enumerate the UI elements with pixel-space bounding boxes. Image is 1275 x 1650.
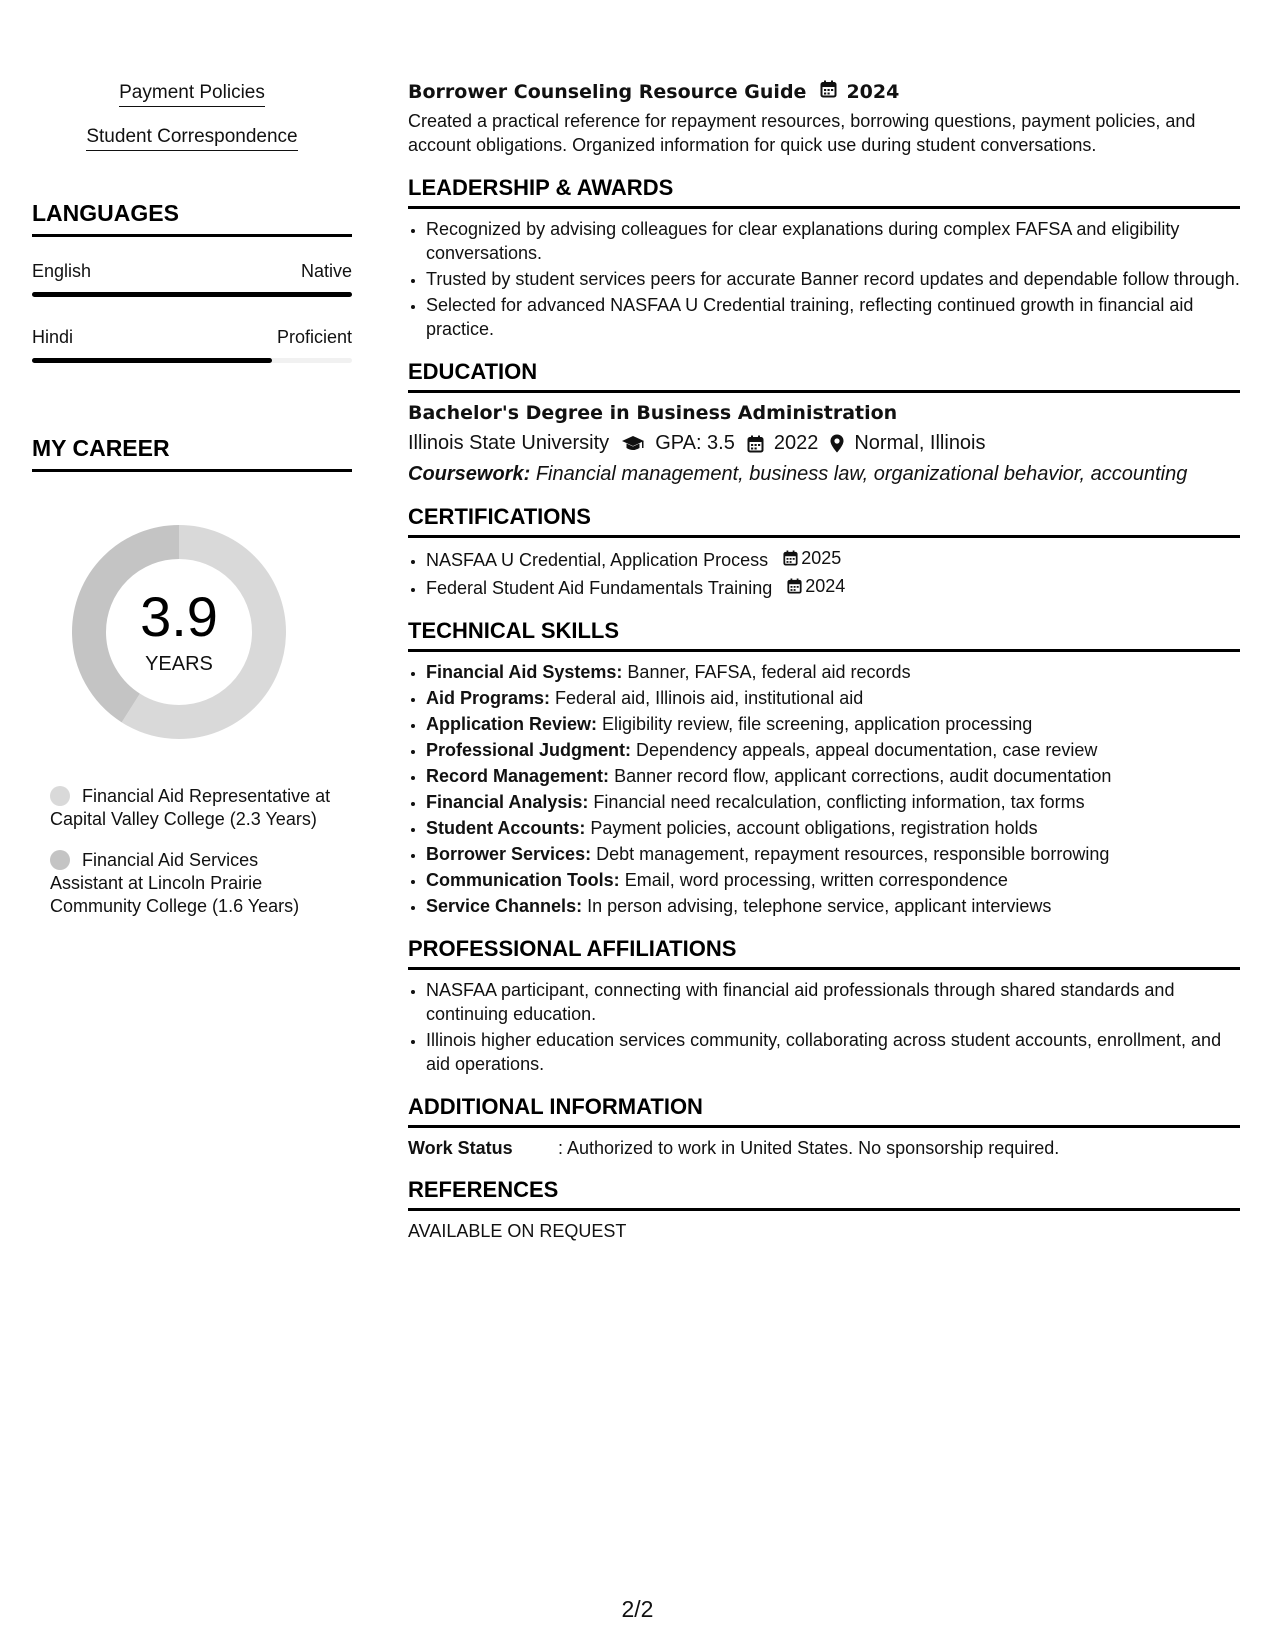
affiliations-list (408, 978, 1240, 1076)
graduation-cap-icon (621, 435, 645, 453)
leadership-heading: LEADERSHIP & AWARDS (408, 175, 1240, 209)
sidebar (32, 82, 352, 918)
language-level: Native (300, 261, 352, 281)
skill-label: Financial Analysis: (426, 792, 589, 812)
work-status-label: Work Status (408, 1138, 513, 1158)
skill-value: Dependency appeals, appeal documentation, case review (636, 740, 1098, 760)
career-legend-dot (50, 850, 70, 870)
affiliations-heading: PROFESSIONAL AFFILIATIONS (408, 936, 1240, 970)
skill-value: Email, word processing, written correspondence (624, 870, 1008, 890)
skill-value: Federal aid, Illinois aid, institutional aid (555, 688, 864, 708)
leadership-item: • Recognized by advising colleagues for clear explanations during complex FAFSA and eligibility conversations. (426, 217, 1240, 265)
project-year: 2024 (846, 80, 900, 103)
skill-value: Banner, FAFSA, federal aid records (627, 662, 911, 682)
language-proficiency-bar (32, 292, 352, 297)
calendar-icon (783, 550, 798, 566)
page-number: 2/2 (621, 1596, 654, 1622)
skill-item (426, 868, 1240, 892)
skill-label: Record Management: (426, 766, 610, 786)
education-heading: EDUCATION (408, 359, 1240, 393)
career-donut-chart (64, 517, 294, 747)
career-item (50, 849, 334, 918)
coursework-text: Financial management, business law, organizational behavior, accounting (535, 463, 1188, 485)
skill-value: In person advising, telephone service, applicant interviews (587, 896, 1052, 916)
certifications-list (408, 546, 1240, 600)
skill-label: Borrower Services: (426, 844, 592, 864)
language-name: Hindi (32, 327, 74, 347)
career-item (50, 785, 334, 831)
education-coursework (408, 463, 1240, 486)
language-name: English (32, 261, 92, 281)
skill-value: Debt management, repayment resources, responsible borrowing (596, 844, 1110, 864)
affiliation-item: • Illinois higher education services community, collaborating across student accounts, enrollment, and aid operations. (426, 1028, 1240, 1076)
certification-year: 2025 (801, 548, 842, 568)
career-total-unit: YEARS (145, 652, 213, 675)
project-description: Created a practical reference for repayment resources, borrowing questions, payment policies, and account obligations. Organized information for quick use during student conversations. (408, 111, 1196, 155)
references-heading: REFERENCES (408, 1177, 1240, 1211)
skill-value: Eligibility review, file screening, application processing (602, 714, 1033, 734)
additional-info-heading: ADDITIONAL INFORMATION (408, 1094, 1240, 1128)
skill-label: Student Accounts: (426, 818, 586, 838)
skill-value: Banner record flow, applicant corrections, audit documentation (614, 766, 1112, 786)
skill-item (426, 712, 1240, 736)
certification-year: 2024 (805, 576, 846, 596)
skill-item (426, 790, 1240, 814)
career-item-text: Financial Aid Representative at Capital Valley College (2.3 Years) (50, 786, 331, 829)
main-content (408, 80, 1240, 1242)
language-proficiency-fill (32, 292, 352, 297)
skill-label: Aid Programs: (426, 688, 551, 708)
career-legend-dot (50, 786, 70, 806)
career-heading: MY CAREER (32, 435, 352, 472)
work-status-value: : Authorized to work in United States. No sponsorship required. (558, 1138, 1060, 1158)
certification-item (426, 574, 1240, 600)
references-text: AVAILABLE ON REQUEST (408, 1221, 627, 1241)
certification-item (426, 546, 1240, 572)
skill-item (426, 738, 1240, 762)
certification-name: Federal Student Aid Fundamentals Training (426, 578, 773, 598)
project-entry (408, 80, 1240, 157)
career-item-text: Financial Aid Services Assistant at Lincoln Prairie Community College (1.6 Years) (50, 850, 300, 916)
skill-item (426, 816, 1240, 840)
skill-item (426, 660, 1240, 684)
education-meta (408, 432, 1240, 455)
skill-label: Service Channels: (426, 896, 583, 916)
language-item (32, 261, 352, 297)
coursework-label: Coursework: (408, 463, 531, 485)
skill-value: Payment policies, account obligations, registration holds (590, 818, 1038, 838)
skill-label: Application Review: (426, 714, 598, 734)
education-year: 2022 (773, 432, 819, 454)
skill-label: Professional Judgment: (426, 740, 632, 760)
skill-item (426, 764, 1240, 788)
language-level: Proficient (276, 327, 352, 347)
skill-value: Financial need recalculation, conflicting information, tax forms (593, 792, 1085, 812)
leadership-item: • Selected for advanced NASFAA U Credential training, reflecting continued growth in financial aid practice. (426, 293, 1240, 341)
certification-name: NASFAA U Credential, Application Process (426, 550, 769, 570)
skill-label: Communication Tools: (426, 870, 620, 890)
education-location: Normal, Illinois (854, 432, 986, 454)
sidebar-link-student-correspondence[interactable]: Student Correspondence (86, 126, 297, 151)
sidebar-links (32, 82, 352, 170)
language-item (32, 327, 352, 363)
language-proficiency-bar (32, 358, 352, 363)
skill-item (426, 686, 1240, 710)
location-pin-icon (830, 434, 844, 453)
education-gpa: GPA: 3.5 (655, 432, 735, 454)
skill-item (426, 894, 1240, 918)
work-status-row (408, 1138, 1240, 1159)
education-school: Illinois State University (408, 432, 610, 454)
calendar-icon (747, 435, 764, 453)
language-proficiency-fill (32, 358, 272, 363)
skills-heading: TECHNICAL SKILLS (408, 618, 1240, 652)
certifications-heading: CERTIFICATIONS (408, 504, 1240, 538)
skill-item (426, 842, 1240, 866)
calendar-icon (787, 578, 802, 594)
education-degree: Bachelor's Degree in Business Administration (408, 402, 898, 424)
skill-label: Financial Aid Systems: (426, 662, 623, 682)
leadership-list (408, 217, 1240, 341)
sidebar-link-payment-policies[interactable]: Payment Policies (119, 82, 265, 107)
project-title: Borrower Counseling Resource Guide (408, 80, 807, 103)
affiliation-item: • NASFAA participant, connecting with financial aid professionals through shared standards and continuing education. (426, 978, 1240, 1026)
leadership-item: • Trusted by student services peers for accurate Banner record updates and dependable follow through. (426, 267, 1240, 291)
skills-list (408, 660, 1240, 918)
languages-heading: LANGUAGES (32, 200, 352, 237)
career-total-value: 3.9 (140, 584, 218, 648)
calendar-icon (820, 80, 837, 103)
